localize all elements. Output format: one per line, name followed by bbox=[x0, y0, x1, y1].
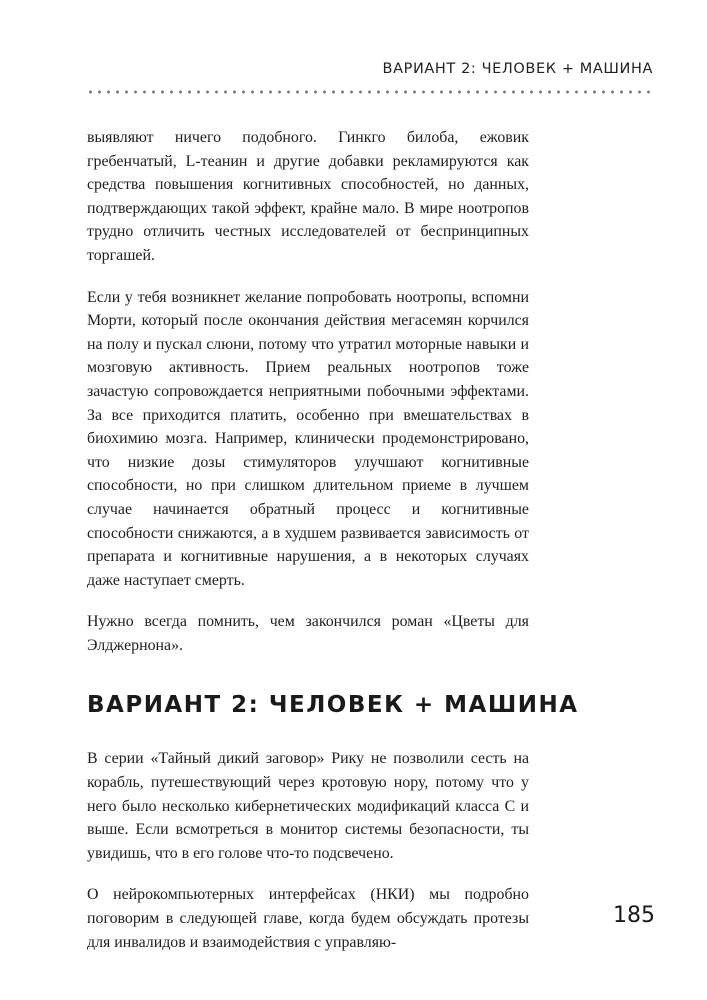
page-body bbox=[87, 126, 579, 954]
body-paragraph: Если у тебя возникнет желание попробовать ноотропы, вспомни Морти, который после окончания действия мегасемян корчился на полу и пускал слюни, потому что утратил моторные навыки и мозговую активность. Прием реальных ноотропов тоже зачастую сопровождается неприятными побочными эффектами. За все приходится платить, особенно при вмешательствах в биохимию мозга. Например, клинически продемонстрировано, что низкие дозы стимуляторов улучшают когнитивные способности, но при слишком длительном приеме в лучшем случае начинается обратный процесс и когнитивные способности снижаются, а в худшем развивается зависимость от препарата и когнитивные нарушения, а в некоторых случаях даже наступает смерть. bbox=[87, 288, 529, 589]
body-paragraph: выявляют ничего подобного. Гинкго билоба, ежовик гребенчатый, L-теанин и другие добавки рекламируются как средства повышения когнитивных способностей, но данных, подтверждающих такой эффект, крайне мало. В мире ноотропов трудно отличить честных исследователей от беспринципных торгашей. bbox=[87, 129, 529, 264]
section-heading: ВАРИАНТ 2: ЧЕЛОВЕК + МАШИНА bbox=[87, 692, 579, 719]
body-paragraph: В серии «Тайный дикий заговор» Рику не позволили сесть на корабль, путешествующий через кротовую нору, потому что у него было несколько кибернетических модификаций класса C и выше. Если всмотреться в монитор системы безопасности, ты увидишь, что в его голове что-то подсвечено. bbox=[87, 750, 529, 862]
running-header: ВАРИАНТ 2: ЧЕЛОВЕК + МАШИНА bbox=[382, 61, 653, 77]
body-paragraph: О нейрокомпьютерных интерфейсах (НКИ) мы подробно поговорим в следующей главе, когда будем обсуждать протезы для инвалидов и взаимодействия с управляю- bbox=[87, 886, 529, 951]
page-number: 185 bbox=[613, 903, 655, 928]
header-dotted-divider bbox=[86, 90, 656, 94]
body-paragraph: Нужно всегда помнить, чем закончился роман «Цветы для Элджернона». bbox=[87, 613, 529, 654]
